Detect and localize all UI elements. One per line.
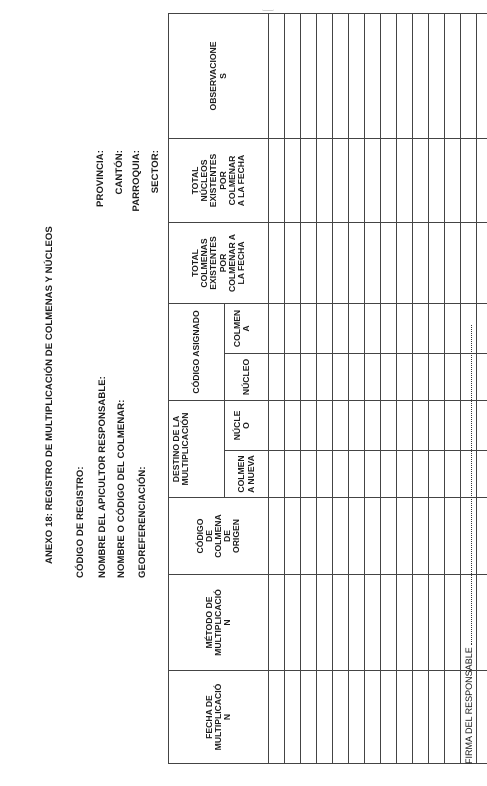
table-row: [269, 13, 285, 763]
table-cell[interactable]: [365, 498, 381, 575]
table-cell[interactable]: [461, 222, 477, 303]
table-cell[interactable]: [317, 451, 333, 498]
table-cell[interactable]: [349, 353, 365, 400]
table-cell[interactable]: [445, 138, 461, 222]
table-cell[interactable]: [349, 303, 365, 353]
table-cell[interactable]: [349, 671, 365, 764]
table-row: [429, 13, 445, 763]
table-cell[interactable]: [285, 303, 301, 353]
table-cell[interactable]: [301, 498, 317, 575]
table-cell[interactable]: [365, 13, 381, 138]
table-row: [333, 13, 349, 763]
table-cell[interactable]: [285, 451, 301, 498]
table-cell[interactable]: [285, 222, 301, 303]
table-cell[interactable]: [397, 498, 413, 575]
table-cell[interactable]: [445, 671, 461, 764]
table-cell[interactable]: [301, 671, 317, 764]
subheader-nucleo-asignado: NÚCLEO: [225, 353, 269, 400]
table-cell[interactable]: [397, 353, 413, 400]
apicultor-responsable-label: NOMBRE DEL APICULTOR RESPONSABLE:: [97, 376, 108, 578]
table-cell[interactable]: [317, 400, 333, 450]
table-cell[interactable]: [365, 671, 381, 764]
registro-table: [168, 13, 487, 764]
table-cell[interactable]: [301, 451, 317, 498]
table-cell[interactable]: [349, 13, 365, 138]
table-cell[interactable]: [269, 400, 285, 450]
firma-dotted-line: [463, 325, 472, 645]
table-cell[interactable]: [477, 303, 487, 353]
georeferenciacion-label: GEOREFERENCIACIÓN:: [137, 466, 148, 578]
table-cell[interactable]: [365, 451, 381, 498]
table-cell[interactable]: [285, 138, 301, 222]
table-cell[interactable]: [301, 303, 317, 353]
table-cell[interactable]: [333, 222, 349, 303]
table-cell[interactable]: [445, 353, 461, 400]
header-codigo-asignado: CÓDIGO ASIGNADO: [169, 303, 225, 400]
table-row: [365, 13, 381, 763]
header-codigo-colmena-origen: CÓDIGO DE COLMENA DE ORIGEN: [169, 498, 269, 575]
table-cell[interactable]: [333, 353, 349, 400]
header-destino-multiplicacion: DESTINO DE LA MULTIPLICACIÓN: [169, 400, 225, 497]
header-total-colmenas: TOTAL COLMENAS EXISTENTES POR COLMENAR A LA FECHA: [169, 222, 269, 303]
table-cell[interactable]: [365, 400, 381, 450]
table-cell[interactable]: [269, 498, 285, 575]
table-row: [477, 13, 487, 763]
table-row: [397, 13, 413, 763]
table-cell[interactable]: [365, 138, 381, 222]
table-cell[interactable]: [381, 451, 397, 498]
table-cell[interactable]: [269, 671, 285, 764]
table-body: [269, 13, 487, 763]
header-total-nucleos: TOTAL NÚCLEOS EXISTENTES POR COLMENAR A LA FECHA: [169, 138, 269, 222]
table-cell[interactable]: [317, 671, 333, 764]
table-cell[interactable]: [301, 138, 317, 222]
table-cell[interactable]: [397, 671, 413, 764]
table-cell[interactable]: [429, 451, 445, 498]
table-cell[interactable]: [429, 303, 445, 353]
table-row: [413, 13, 429, 763]
table-cell[interactable]: [477, 353, 487, 400]
table-cell[interactable]: [269, 353, 285, 400]
table-cell[interactable]: [445, 13, 461, 138]
table-cell[interactable]: [317, 138, 333, 222]
table-cell[interactable]: [285, 400, 301, 450]
firma-label: FIRMA DEL RESPONSABLE: [464, 647, 474, 764]
table-cell[interactable]: [301, 222, 317, 303]
table-cell[interactable]: [301, 353, 317, 400]
table-cell[interactable]: [413, 353, 429, 400]
table-cell[interactable]: [429, 138, 445, 222]
table-cell[interactable]: [397, 222, 413, 303]
table-cell[interactable]: [445, 400, 461, 450]
table-cell[interactable]: [349, 498, 365, 575]
sector-label: SECTOR:: [150, 150, 161, 194]
table-cell[interactable]: [301, 400, 317, 450]
table-cell[interactable]: [381, 13, 397, 138]
table-cell[interactable]: [397, 575, 413, 671]
scan-mark: [262, 6, 274, 11]
table-cell[interactable]: [429, 498, 445, 575]
codigo-registro-label: CÓDIGO DE REGISTRO:: [75, 466, 86, 578]
table-cell[interactable]: [333, 451, 349, 498]
table-cell[interactable]: [301, 575, 317, 671]
table-cell[interactable]: [285, 13, 301, 138]
table-cell[interactable]: [413, 671, 429, 764]
table-cell[interactable]: [477, 671, 487, 764]
table-cell[interactable]: [269, 575, 285, 671]
table-row: [301, 13, 317, 763]
table-cell[interactable]: [445, 575, 461, 671]
colmenar-label: NOMBRE O CÓDIGO DEL COLMENAR:: [116, 399, 127, 578]
table-cell[interactable]: [349, 138, 365, 222]
table-cell[interactable]: [477, 138, 487, 222]
table-cell[interactable]: [269, 222, 285, 303]
table-cell[interactable]: [349, 451, 365, 498]
header-metodo-multiplicacion: MÉTODO DE MULTIPLICACIÓ N: [169, 575, 269, 671]
table-cell[interactable]: [413, 451, 429, 498]
table-cell[interactable]: [477, 498, 487, 575]
table-cell[interactable]: [317, 575, 333, 671]
table-cell[interactable]: [397, 400, 413, 450]
table-cell[interactable]: [365, 353, 381, 400]
table-cell[interactable]: [397, 138, 413, 222]
table-cell[interactable]: [413, 13, 429, 138]
subheader-nucleo: NÚCLE O: [225, 400, 269, 450]
table-cell[interactable]: [477, 222, 487, 303]
table-cell[interactable]: [381, 498, 397, 575]
table-cell[interactable]: [317, 222, 333, 303]
table-cell[interactable]: [333, 671, 349, 764]
table-cell[interactable]: [333, 498, 349, 575]
table-cell[interactable]: [397, 303, 413, 353]
table-cell[interactable]: [333, 303, 349, 353]
table-cell[interactable]: [413, 400, 429, 450]
table-cell[interactable]: [285, 671, 301, 764]
table-cell[interactable]: [397, 451, 413, 498]
header-fecha-multiplicacion: FECHA DE MULTIPLICACIÓ N: [169, 671, 269, 764]
table-cell[interactable]: [333, 138, 349, 222]
table-cell[interactable]: [317, 353, 333, 400]
table-cell[interactable]: [445, 303, 461, 353]
provincia-label: PROVINCIA:: [95, 150, 106, 207]
table-cell[interactable]: [333, 13, 349, 138]
table-cell[interactable]: [477, 451, 487, 498]
table-row: [381, 13, 397, 763]
table-cell[interactable]: [429, 13, 445, 138]
table-cell[interactable]: [413, 222, 429, 303]
table-cell[interactable]: [269, 303, 285, 353]
table-cell[interactable]: [429, 222, 445, 303]
table-cell[interactable]: [349, 222, 365, 303]
table-cell[interactable]: [413, 575, 429, 671]
table-cell[interactable]: [317, 13, 333, 138]
table-cell[interactable]: [381, 400, 397, 450]
table-cell[interactable]: [477, 575, 487, 671]
table-cell[interactable]: [317, 498, 333, 575]
table-cell[interactable]: [365, 303, 381, 353]
firma-line: [463, 325, 474, 764]
table-cell[interactable]: [445, 498, 461, 575]
table-cell[interactable]: [429, 400, 445, 450]
table-cell[interactable]: [333, 575, 349, 671]
table-cell[interactable]: [461, 13, 477, 138]
table-row: [317, 13, 333, 763]
table-cell[interactable]: [381, 222, 397, 303]
table-cell[interactable]: [429, 575, 445, 671]
table-cell[interactable]: [349, 575, 365, 671]
table-cell[interactable]: [381, 138, 397, 222]
table-cell[interactable]: [349, 400, 365, 450]
table-cell[interactable]: [477, 400, 487, 450]
table-cell[interactable]: [413, 138, 429, 222]
table-row: [445, 13, 461, 763]
table-cell[interactable]: [269, 138, 285, 222]
subheader-colmena-nueva: COLMEN A NUEVA: [225, 451, 269, 498]
table-cell[interactable]: [461, 138, 477, 222]
table-cell[interactable]: [333, 400, 349, 450]
form-title: ANEXO 18: REGISTRO DE MULTIPLICACIÓN DE COLMENAS Y NÚCLEOS: [44, 226, 55, 564]
table-cell[interactable]: [413, 498, 429, 575]
table-cell[interactable]: [269, 13, 285, 138]
table-cell[interactable]: [413, 303, 429, 353]
table-cell[interactable]: [397, 13, 413, 138]
table-cell[interactable]: [285, 498, 301, 575]
header-observaciones: OBSERVACIONE S: [169, 13, 269, 138]
table-cell[interactable]: [317, 303, 333, 353]
subheader-colmena-asignada: COLMEN A: [225, 303, 269, 353]
parroquia-label: PARROQUIA:: [131, 150, 142, 212]
table-cell[interactable]: [381, 575, 397, 671]
table-cell[interactable]: [269, 451, 285, 498]
table-cell[interactable]: [429, 671, 445, 764]
table-cell[interactable]: [445, 451, 461, 498]
table-cell[interactable]: [477, 13, 487, 138]
table-cell[interactable]: [381, 353, 397, 400]
table-cell[interactable]: [365, 575, 381, 671]
table-cell[interactable]: [365, 222, 381, 303]
table-row: [285, 13, 301, 763]
table-cell[interactable]: [381, 303, 397, 353]
table-row: [349, 13, 365, 763]
table-cell[interactable]: [285, 353, 301, 400]
table-cell[interactable]: [445, 222, 461, 303]
table-cell[interactable]: [285, 575, 301, 671]
table-cell[interactable]: [429, 353, 445, 400]
table-cell[interactable]: [301, 13, 317, 138]
canton-label: CANTÓN:: [114, 150, 125, 195]
table-cell[interactable]: [381, 671, 397, 764]
